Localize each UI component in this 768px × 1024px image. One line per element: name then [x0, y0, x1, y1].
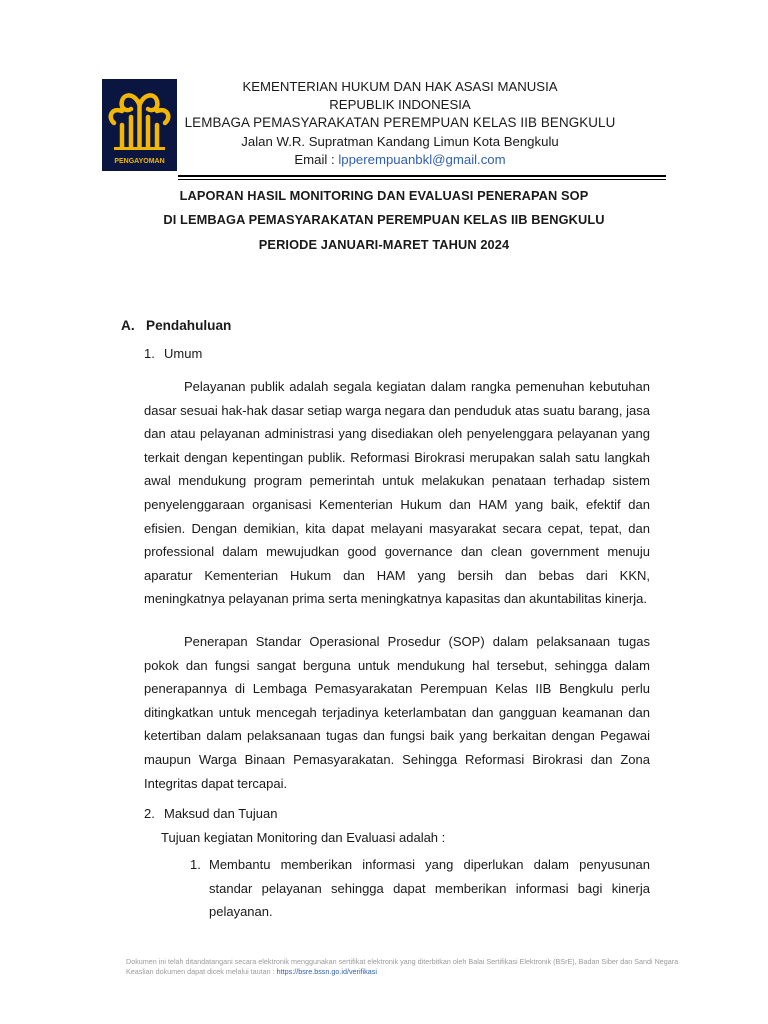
report-title-line-3: PERIODE JANUARI-MARET TAHUN 2024	[258, 237, 510, 252]
section-heading	[121, 318, 231, 333]
report-title-line-2: DI LEMBAGA PEMASYARAKATAN PEREMPUAN KELAS IIB BENGKULU	[163, 212, 605, 227]
list-item-text: Membantu memberikan informasi yang diperlukan dalam penyusunan standar pelayanan sehingga dapat memberikan informasi bagi kinerja pelayanan.	[209, 857, 650, 920]
paragraph-umum: Pelayanan publik adalah segala kegiatan dalam rangka pemenuhan kebutuhan dasar sesuai hak-hak dasar setiap warga negara dan penduduk atas suatu barang, jasa dan atau pelayanan administrasi yang disediakan oleh penyelenggara pelayanan yang terkait dengan kepentingan publik. Reformasi Birokrasi merupakan salah satu langkah awal mendukung program pemerintah untuk melakukan penataan terhadap sistem penyelenggaraan organisasi Kementerian Hukum dan HAM yang baik, efektif dan efisien. Dengan demikian, kita dapat melayani masyarakat secara cepat, tepat, dan professional dalam mewujudkan good governance dan clean government menuju aparatur Kementerian Hukum dan HAM yang bersih dan bebas dari KKN, meningkatnya pelayanan prima serta meningkatnya kapasitas dan akuntabilitas kinerja.	[144, 379, 650, 607]
report-title-line-1: LAPORAN HASIL MONITORING DAN EVALUASI PENERAPAN SOP	[179, 188, 589, 203]
section-title: Pendahuluan	[146, 318, 232, 333]
email-line	[180, 151, 620, 169]
list-item-number: 1.	[190, 857, 201, 872]
email-label: Email :	[294, 152, 339, 167]
objectives-intro: Tujuan kegiatan Monitoring dan Evaluasi adalah :	[161, 830, 446, 845]
paragraph-sop: Penerapan Standar Operasional Prosedur (SOP) dalam pelaksanaan tugas pokok dan fungsi sangat berguna untuk mendukung hal tersebut, sehingga dalam penerapannya di Lembaga Pemasyarakatan Perempuan Kelas IIB Bengkulu perlu ditingkatkan untuk mencegah terjadinya keterlambatan dan gangguan keamanan dan ketertiban dalam pelaksanaan tugas dan fungsi baik yang berkaitan dengan Pegawai maupun Warga Binaan Pemasyarakatan. Sehingga Reformasi Birokrasi dan Zona Integritas dapat tercapai.	[144, 634, 650, 791]
subsection-heading-maksud	[144, 806, 277, 821]
email-link[interactable]: lpperempuanbkl@gmail.com	[338, 152, 506, 167]
section-number: A.	[121, 318, 135, 333]
letterhead-divider	[178, 175, 666, 177]
subsection-number: 1.	[144, 346, 155, 361]
letterhead-divider-thin	[178, 179, 666, 180]
institution-name: LEMBAGA PEMASYARAKATAN PEREMPUAN KELAS IIB BENGKULU	[184, 115, 616, 130]
verification-link[interactable]: https://bsre.bssn.go.id/verifikasi	[276, 967, 377, 976]
verification-text: Keaslian dokumen dapat dicek melalui tautan :	[126, 967, 277, 976]
signature-disclaimer: Dokumen ini telah ditandatangani secara elektronik menggunakan sertifikat elektronik yang diterbitkan oleh Balai Sertifikasi Elektronik (BSrE), Badan Siber dan Sandi Negara	[126, 957, 679, 966]
country-name: REPUBLIK INDONESIA	[329, 97, 471, 112]
ministry-name: KEMENTERIAN HUKUM DAN HAK ASASI MANUSIA	[242, 79, 558, 94]
logo-caption: PENGAYOMAN	[114, 158, 165, 165]
list-item	[190, 853, 650, 924]
subsection-title: Maksud dan Tujuan	[164, 806, 278, 821]
subsection-heading-umum	[144, 346, 202, 361]
verification-line	[126, 967, 666, 976]
pengayoman-logo-icon	[102, 79, 177, 171]
institution-address: Jalan W.R. Supratman Kandang Limun Kota Bengkulu	[241, 134, 559, 149]
subsection-number: 2.	[144, 806, 155, 821]
subsection-title: Umum	[164, 346, 203, 361]
